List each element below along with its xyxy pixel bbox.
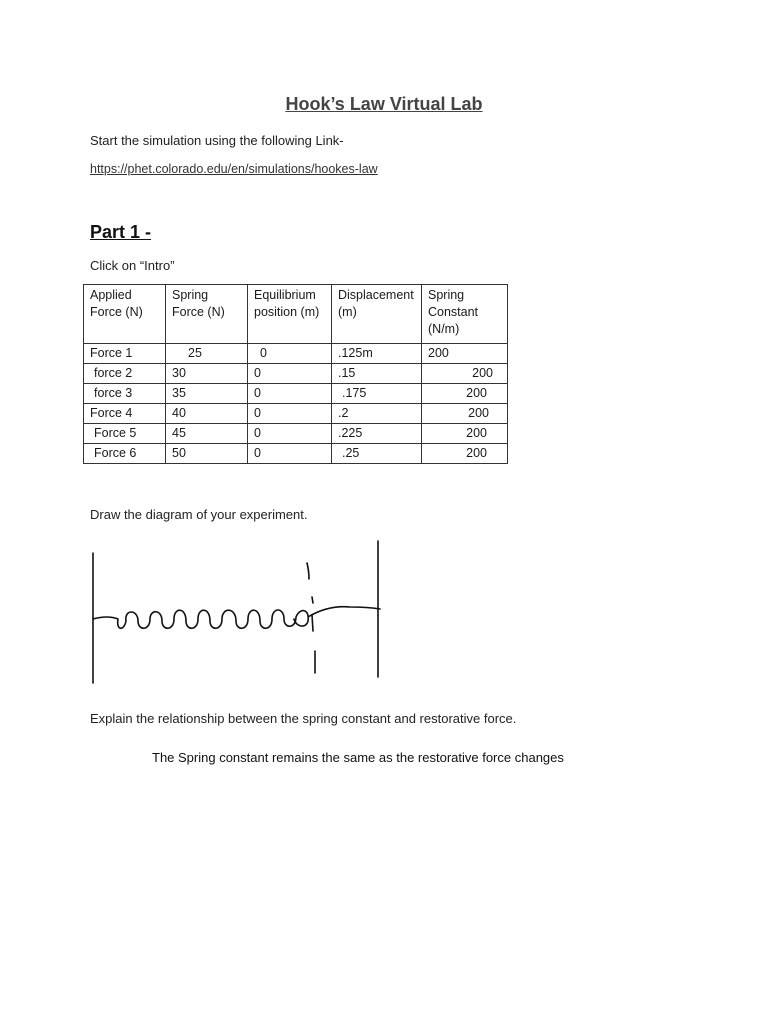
table-row xyxy=(84,404,508,424)
cell: 200 xyxy=(422,384,508,404)
cell: 200 xyxy=(422,424,508,444)
cell: 200 xyxy=(422,364,508,384)
cell: 200 xyxy=(422,444,508,464)
table-row xyxy=(84,384,508,404)
cell: 0 xyxy=(248,364,332,384)
cell: 0 xyxy=(248,444,332,464)
data-table xyxy=(83,284,508,464)
header-equilibrium: Equilibrium position (m) xyxy=(248,285,332,344)
part-heading: Part 1 - xyxy=(90,222,152,242)
simulation-link[interactable]: https://phet.colorado.edu/en/simulations/hookes-law xyxy=(90,162,378,176)
cell: Force 4 xyxy=(84,404,166,424)
answer-text[interactable]: The Spring constant remains the same as the restorative force changes xyxy=(152,750,564,765)
cell: 30 xyxy=(166,364,248,384)
cell: force 2 xyxy=(84,364,166,384)
cell: Force 5 xyxy=(84,424,166,444)
cell: .175 xyxy=(332,384,422,404)
page-title: Hook’s Law Virtual Lab xyxy=(285,94,483,114)
header-spring-force: Spring Force (N) xyxy=(166,285,248,344)
header-displacement: Displacement (m) xyxy=(332,285,422,344)
cell: .125m xyxy=(332,344,422,364)
table-header-row xyxy=(84,285,508,344)
table-row xyxy=(84,364,508,384)
cell: 200 xyxy=(422,344,508,364)
dashed-marker-top xyxy=(307,563,309,579)
cell: 35 xyxy=(166,384,248,404)
cell: .25 xyxy=(332,444,422,464)
cell: Force 1 xyxy=(84,344,166,364)
table-row xyxy=(84,344,508,364)
cell: 200 xyxy=(422,404,508,424)
cell: .15 xyxy=(332,364,422,384)
cell: .2 xyxy=(332,404,422,424)
cell: 0 xyxy=(248,384,332,404)
cell: 50 xyxy=(166,444,248,464)
instruction-text: Click on “Intro” xyxy=(90,258,175,273)
spring-coil xyxy=(93,610,308,628)
cell: 25 xyxy=(166,344,248,364)
intro-text: Start the simulation using the following Link- xyxy=(90,133,344,148)
cell: Force 6 xyxy=(84,444,166,464)
cell: 45 xyxy=(166,424,248,444)
spring-diagram-sketch xyxy=(80,535,400,695)
cell: 0 xyxy=(248,424,332,444)
cell: .225 xyxy=(332,424,422,444)
spring-tail xyxy=(308,607,380,617)
cell: 0 xyxy=(248,404,332,424)
cell: 40 xyxy=(166,404,248,424)
dashed-marker-mid xyxy=(312,597,313,603)
table-row xyxy=(84,444,508,464)
cell: 0 xyxy=(248,344,332,364)
question-text: Explain the relationship between the spring constant and restorative force. xyxy=(90,711,517,726)
header-spring-constant: Spring Constant (N/m) xyxy=(422,285,508,344)
table-row xyxy=(84,424,508,444)
cell: force 3 xyxy=(84,384,166,404)
diagram-prompt: Draw the diagram of your experiment. xyxy=(90,507,308,522)
dashed-marker-low xyxy=(312,615,313,631)
header-applied-force: Applied Force (N) xyxy=(84,285,166,344)
